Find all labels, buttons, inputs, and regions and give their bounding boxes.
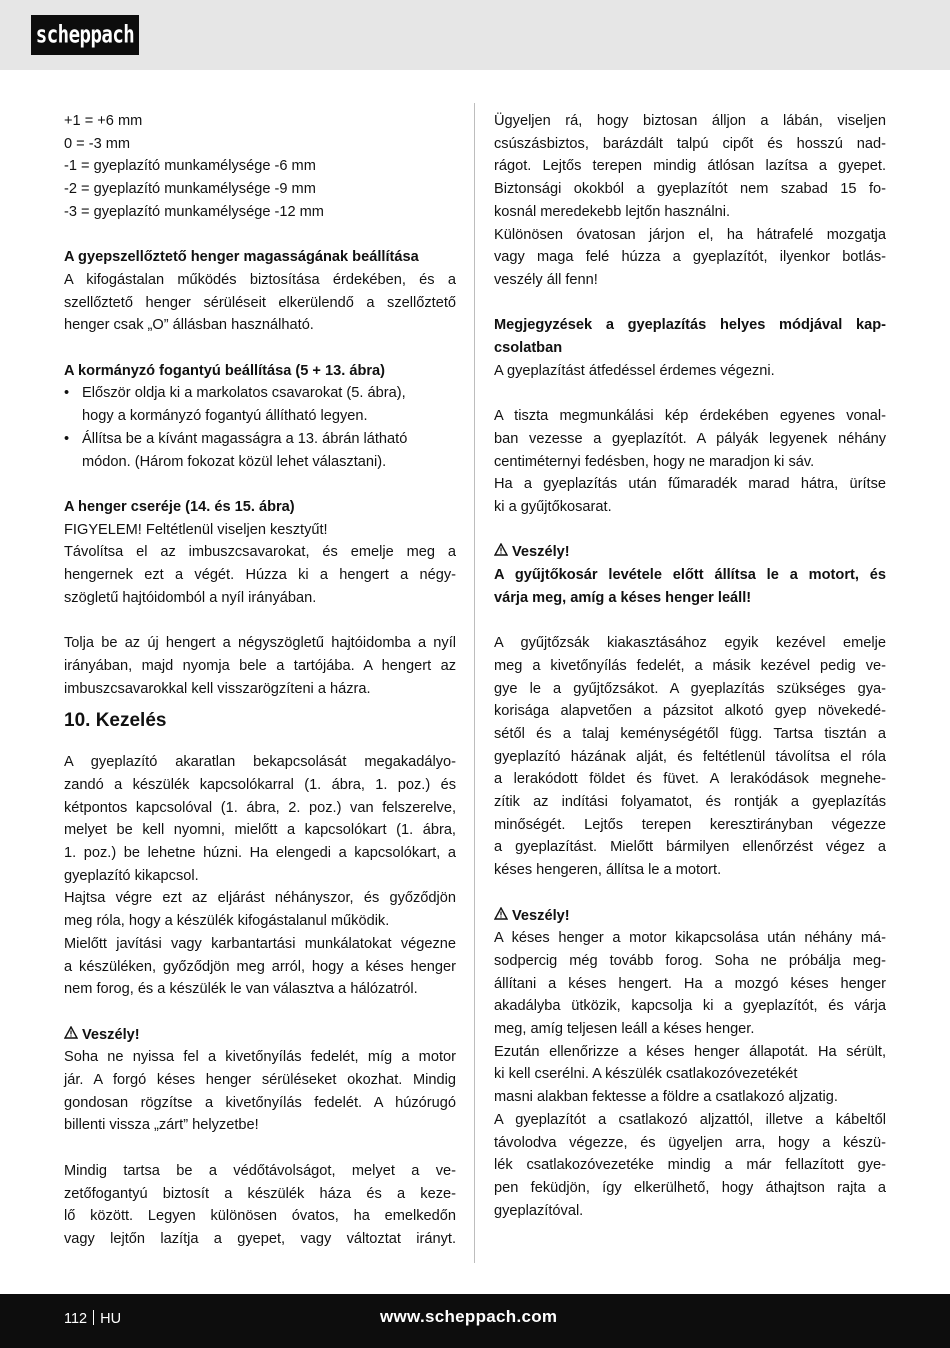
text-line: meg a kivetőnyílás fedelét, a másik kezével pedig ve-: [494, 657, 886, 674]
warning-triangle-icon: [64, 1024, 78, 1047]
danger-bold-text: [494, 564, 886, 587]
intro-text: [494, 110, 886, 201]
text-line: sétől és a talaj keménységétől függ. Tartsa tisztán a: [494, 725, 886, 742]
text-line: Mielőtt javítási vagy karbantartási munkálatokat végezne: [64, 935, 456, 952]
text-line: lő között. Legyen különösen óvatos, ha emelkedőn: [64, 1208, 456, 1225]
bullet-item: • Állítsa be a kívánt magasságra a 13. ábrán látható módon. (Három fokozat közül lehet választani).: [64, 428, 456, 473]
operation-text-last: gyeplazító kikapcsol.: [64, 867, 199, 884]
operation-text-2-last: meg róla, hogy a készülék kifogástalanul működik.: [64, 913, 390, 930]
column-divider: [474, 103, 475, 1263]
cable-text-last: gyeplazítóval.: [494, 1202, 584, 1219]
danger-heading: Veszély!: [494, 541, 886, 564]
text-line: A kifogástalan működés biztosítása érdekében, és a: [64, 271, 456, 288]
text-line: Először oldja ki a markolatos csavarokat (5. ábra),: [82, 385, 406, 402]
text-line: lék csatlakozóvezetéke mindig a már fellazított gye-: [494, 1157, 886, 1174]
text-line: irányában, majd nyomja bele a tartójába. A hengert az: [64, 657, 456, 674]
text-line: hengernek ezt a végét. Húzza ki a hengert a négy-: [64, 567, 456, 584]
text-line: hogy a kormányzó fogantyú állítható legyen.: [82, 408, 368, 425]
text-line: -3 = gyeplazító munkamélysége -12 mm: [64, 203, 324, 220]
notes-heading-last: csolatban: [494, 340, 563, 357]
roller-heading: A henger cseréje (14. és 15. ábra): [64, 498, 295, 515]
text-line: kétpontos kapcsolóval (1. ábra, 2. poz.) van felszerelve,: [64, 799, 456, 816]
roller-text-2-last: imbuszcsavarokkal kell visszarögzíteni a házra.: [64, 680, 371, 697]
operation-text-3: [64, 933, 456, 978]
text-line: -1 = gyeplazító munkamélysége -6 mm: [64, 158, 316, 175]
clean-text: [494, 405, 886, 450]
roller-text: [64, 541, 456, 586]
text-line: A gyeplazítót a csatlakozó aljzattól, illetve a kábeltől: [494, 1111, 886, 1128]
language-code: HU: [100, 1311, 122, 1327]
bullet-text: [82, 382, 456, 427]
text-line: csúszásbiztos, barázdált talpú cipőt és hosszú nad-: [494, 135, 886, 152]
text-line: minőségét. Lejtős terepen keresztirányban végezze: [494, 816, 886, 833]
text-line: A tiszta megmunkálási kép érdekében egyenes vonal-: [494, 408, 886, 425]
text-line: 0 = -3 mm: [64, 135, 131, 152]
bag-text: [494, 632, 886, 859]
text-line: pen feküdjön, így elkerülhető, hogy áthajtson rajta a: [494, 1179, 886, 1196]
text-line: a készüléken, győződjön meg arról, hogy a késes henger: [64, 958, 456, 975]
bag-text-last: késes hengeren, állítsa le a motort.: [494, 862, 722, 879]
text-line: gyeplazító házának alját, és feltétlenül távolítsa el róla: [494, 748, 886, 765]
warning-triangle-icon: [494, 905, 508, 928]
text-line: szellőztető henger sérüléseit elkerülendő a szellőztető: [64, 294, 456, 311]
residue-text: [494, 473, 886, 496]
text-line: a lerakódott földet és füvet. A lerakódások megnehe-: [494, 771, 886, 788]
text-line: Ügyeljen rá, hogy biztosan álljon a lábán, viseljen: [494, 113, 886, 129]
careful-text: [494, 224, 886, 269]
text-line: korisága alapvetően a pázsitot alkotó gyep növekedé-: [494, 703, 886, 720]
text-line: melyet be kell nyomni, mielőtt a kapcsolókart (1. ábra,: [64, 822, 456, 839]
text-line: -2 = gyeplazító munkamélysége -9 mm: [64, 181, 316, 198]
text-line: Különösen óvatosan járjon el, ha hátrafelé mozgatja: [494, 226, 886, 243]
brand-logo: scheppach: [31, 15, 139, 55]
danger-text-last: billenti vissza „zárt” helyzetbe!: [64, 1117, 259, 1134]
aerator-heading: A gyepszellőztető henger magasságának beállítása: [64, 249, 419, 266]
text-line: jár. A forgó késes henger sérüléseket okozhat. Mindig: [64, 1072, 456, 1089]
handle-heading: A kormányzó fogantyú beállítása (5 + 13. ábra): [64, 362, 386, 379]
website-link[interactable]: www.scheppach.com: [380, 1307, 558, 1326]
text-line: távolodva végezze, és ügyeljen arra, hogy a készü-: [494, 1134, 886, 1151]
roller-text-last: szögletű hajtóidomból a nyíl irányában.: [64, 589, 317, 606]
text-line: gondosan rögzítse a kivetőnyílás fedelét. A húzórugó: [64, 1094, 456, 1111]
aerator-text: [64, 269, 456, 314]
footer-separator: [93, 1310, 94, 1325]
text-line: Távolítsa el az imbuszcsavarokat, és emelje meg a: [64, 544, 456, 561]
operation-text-2: [64, 887, 456, 910]
text-line: Hajtsa végre ezt az eljárást néhányszor, és győződjön: [64, 890, 456, 907]
check-text-last: ki kell cserélni. A készülék csatlakozóvezetékét: [494, 1066, 798, 1083]
danger-heading: Veszély!: [494, 905, 886, 928]
header-bar: [0, 0, 950, 70]
bullet-text: [82, 428, 456, 473]
text-line: A gyűjtőzsák kiakasztásához egyik kezével emelje: [494, 635, 886, 652]
residue-text-last: ki a gyűjtőkosarat.: [494, 498, 612, 515]
danger-text: [494, 927, 886, 1018]
danger-heading: Veszély!: [64, 1024, 456, 1047]
text-line: A gyűjtőkosár levétele előtt állítsa le a motort, és: [494, 567, 886, 584]
plug-text: masni alakban fektesse a földre a csatlakozó aljzatig.: [494, 1089, 838, 1106]
text-line: +1 = +6 mm: [64, 113, 143, 129]
danger-bold-text-last: várja meg, amíg a késes henger leáll!: [494, 589, 752, 606]
operation-text-3-last: nem forog, és a készülék le van választva a hálózatról.: [64, 981, 418, 998]
text-line: módon. (Három fokozat közül lehet választani).: [82, 453, 387, 470]
operation-text: [64, 751, 456, 865]
section-heading: 10. Kezelés: [64, 710, 167, 732]
roller-text-2: [64, 632, 456, 677]
text-line: Tolja be az új hengert a négyszögletű hajtóidomba a nyíl: [64, 635, 456, 652]
notes-text: A gyeplazítást átfedéssel érdemes végezni.: [494, 362, 775, 379]
text-line: akadályba ütközik, kapcsolja ki a gyeplazítót, és várja: [494, 998, 886, 1015]
careful-text-last: veszély áll fenn!: [494, 271, 598, 288]
left-column: [64, 110, 456, 1251]
danger-text: [64, 1046, 456, 1114]
aerator-text-last: henger csak „O” állásban használható.: [64, 317, 314, 334]
danger-text-last: meg, amíg teljesen leáll a késes henger.: [494, 1021, 755, 1038]
cable-text: [494, 1109, 886, 1200]
intro-text-last: kosnál meredekebb lejtőn használni.: [494, 203, 731, 220]
text-line: ban vezesse a gyeplazítót. A pályák legyenek néhány: [494, 430, 886, 447]
text-line: sodpercig még tovább forog. Soha ne próbálja meg-: [494, 952, 886, 969]
text-line: Állítsa be a kívánt magasságra a 13. ábrán látható: [82, 430, 408, 447]
distance-text: [64, 1160, 456, 1251]
text-line: Ezután ellenőrizze a késes henger állapotát. Ha sérült,: [494, 1043, 886, 1060]
text-line: Megjegyzések a gyeplazítás helyes módjával kap-: [494, 317, 886, 334]
page-number: 112 HU: [64, 1311, 122, 1327]
text-line: A gyeplazító akaratlan bekapcsolását megakadályo-: [64, 754, 456, 771]
text-line: 1. poz.) be lehetne húzni. Ha elengedi a kapcsolókart, a: [64, 845, 456, 862]
text-line: Soha ne nyissa fel a kivetőnyílás fedelét, míg a motor: [64, 1049, 456, 1066]
height-settings: [64, 110, 456, 224]
text-line: Ha a gyeplazítás után fűmaradék marad hátra, ürítse: [494, 476, 886, 493]
roller-warning: FIGYELEM! Feltétlenül viseljen kesztyűt!: [64, 521, 328, 538]
text-line: Biztonsági okokból a gyeplazítót nem szabad 15 fo-: [494, 181, 886, 198]
text-line: a gyeplazítást. Mielőtt bármilyen ellenőrzést végez a: [494, 839, 886, 856]
text-line: zetőfogantyú biztosít a készülék háza és a keze-: [64, 1185, 456, 1202]
text-line: vagy lejtőn lazítja a gyepet, vagy változtat irányt.: [64, 1230, 456, 1247]
text-line: Mindig tartsa be a védőtávolságot, melyet a ve-: [64, 1162, 456, 1179]
text-line: rágot. Lejtős terepen mindig átlósan lazítsa a gyepet.: [494, 158, 886, 175]
check-text: [494, 1041, 886, 1064]
text-line: A késes henger a motor kikapcsolása után néhány má-: [494, 930, 886, 947]
text-line: gye le a gyűjtőzsákot. A gyeplazítás szükséges gya-: [494, 680, 886, 697]
clean-text-last: centiméternyi fedésben, hogy ne maradjon ki sáv.: [494, 453, 815, 470]
warning-triangle-icon: [494, 541, 508, 564]
text-line: vagy maga felé húzza a gyeplazítót, ilyenkor botlás-: [494, 249, 886, 266]
text-line: zandó a készülék kapcsolókarral (1. ábra, 1. poz.) és: [64, 776, 456, 793]
bullet-item: • Először oldja ki a markolatos csavarokat (5. ábra), hogy a kormányzó fogantyú állítható legyen.: [64, 382, 456, 427]
text-line: állítani a késes hengert. Ha a mozgó késes henger: [494, 975, 886, 992]
notes-heading: [494, 314, 886, 337]
right-column: [494, 110, 886, 1222]
text-line: zítik az indítási folyamatot, és rontják a gyeplazítás: [494, 794, 886, 811]
